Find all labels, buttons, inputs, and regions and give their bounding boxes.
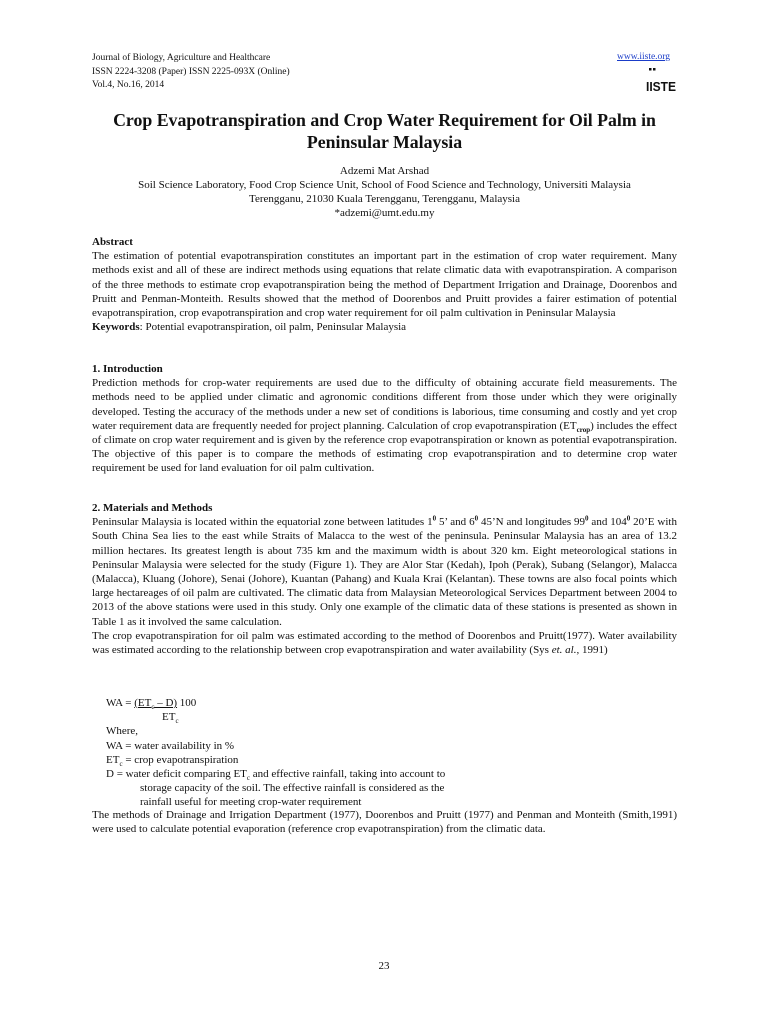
author-name: Adzemi Mat Arshad xyxy=(339,165,430,177)
svg-text:IISTE: IISTE xyxy=(646,79,676,94)
methods-section xyxy=(92,501,677,657)
methods-heading: 2. Materials and Methods xyxy=(92,502,213,514)
page-number: 23 xyxy=(378,960,390,972)
keywords-line xyxy=(92,320,677,334)
formula-def-etc: $ET_c$ = crop evapotranspiration xyxy=(106,753,239,768)
abstract-text: The estimation of potential evapotranspiration constitutes an important part in the estimation of crop water requirement. Many methods exist and all of these are indirect methods using equations that relate climatic data with evapotranspiration. A comparison of the three methods to estimate crop evapotranspiration being the method of Department Irrigation and Drainage, Doorenbos and Pruitt and Penman-Monteith. Results showed that the method of Doorenbos and Pruitt provides a fairer estimation of potential evapotranspiration, crop evapotranspiration and crop water requirement for oil palm cultivation in Peninsular Malaysia xyxy=(92,250,677,320)
journal-issn: ISSN 2224-3208 (Paper) ISSN 2225-093X (Online) xyxy=(92,66,290,77)
keywords-label: Keywords xyxy=(92,321,140,334)
formula-def-wa: WA = water availability in % xyxy=(106,739,235,752)
introduction-section xyxy=(92,362,677,476)
website-link[interactable]: www.iiste.org xyxy=(617,52,671,62)
paper-title: Crop Evapotranspiration and Crop Water Requirement for Oil Palm in Peninsular Malaysia xyxy=(113,110,656,152)
formula-def-d: D = water deficit comparing $ET_c$ and effective rainfall, taking into account to xyxy=(106,768,446,783)
methods-paragraph-3: The methods of Drainage and Irrigation Department (1977), Doorenbos and Pruitt (1977) and Penman and Monteith (Smith,1991) were used to calculate potential evaporation (reference crop evapotranspiration) from the climatic data. xyxy=(92,809,677,836)
formula-def-d-line2: storage capacity of the soil. The effective rainfall is considered as the xyxy=(140,782,445,795)
water-availability-formula xyxy=(106,696,526,810)
formula-equation: WA = $(ET_c - D)$ 100 xyxy=(106,697,197,712)
journal-name: Journal of Biology, Agriculture and Healthcare xyxy=(92,53,271,63)
iiste-logo xyxy=(646,68,676,94)
author-address: Terengganu, 21030 Kuala Terengganu, Terengganu, Malaysia xyxy=(249,193,520,205)
author-email: *adzemi@umt.edu.my xyxy=(334,207,435,219)
introduction-text: Prediction methods for crop-water requirements are used due to the difficulty of obtaining accurate field measurements. The methods need to be applied under climatic and agronomic conditions different from those under which they were originally developed. Testing the accuracy of the methods under a new set of conditions is laborious, time consuming and costly and yet crop water requirement data are frequently needed for project planning. Calculation of crop evapotranspiration $(ET_{crop})$ includes the effect of climate on crop water requirement and is given by the reference crop evapotranspiration or known as potential evapotranspiration. The objective of this paper is to compare the methods of estimating crop evapotranspiration and to determine crop water requirement be used for land evaluation for oil palm cultivation. xyxy=(92,377,677,475)
keywords-text: : Potential evapotranspiration, oil palm, Peninsular Malaysia xyxy=(139,321,407,334)
abstract-heading: Abstract xyxy=(92,236,133,248)
methods-paragraph-2: The crop evapotranspiration for oil palm was estimated according to the method of Doorenbos and Pruitt(1977). Water availability was estimated according to the relationship between crop evapotranspiration and water availability (Sys et. al., 1991) xyxy=(92,629,677,657)
author-affiliation: Soil Science Laboratory, Food Crop Science Unit, School of Food Science and Technology, Universiti Malaysia xyxy=(138,179,631,191)
formula-def-d-line3: rainfall useful for meeting crop-water requirement xyxy=(140,796,362,809)
formula-where: Where, xyxy=(106,725,139,738)
abstract-section xyxy=(92,235,677,334)
journal-volume: Vol.4, No.16, 2014 xyxy=(92,80,165,90)
author-block xyxy=(92,164,677,220)
methods-paragraph-1: Peninsular Malaysia is located within the equatorial zone between latitudes $1^0$ 5’ and $6^0$ 45’N and longitudes $99^0$ and $104^0$ 20’E with South China Sea lies to the east while Straits of Malacca to the west of the peninsula. Peninsular Malaysia has an area of 13.2 million hectares. Its greatest length is about 735 km and the maximum width is about 320 km. Eight meteorological stations in Peninsular Malaysia were selected for the study (Figure 1). They are Alor Star (Kedah), Ipoh (Perak), Subang (Selangor), Malacca (Malacca), Kluang (Johore), Senai (Johore), Kuantan (Pahang) and Kuala Krai (Kelantan). These towns are also focal points which large hectareages of oil palm are cultivated. The climatic data from Malaysian Meteorological Services Department between 2004 to 2013 of the above stations were used in this study. Only one example of the climatic data of these stations is presented as shown in Table 1 as it involved the same calculation. xyxy=(92,514,677,628)
methods-paragraph-3-block xyxy=(92,808,677,836)
formula-denominator: $ET_c$ xyxy=(162,711,179,726)
introduction-heading: 1. Introduction xyxy=(92,363,163,375)
journal-header xyxy=(92,52,290,93)
